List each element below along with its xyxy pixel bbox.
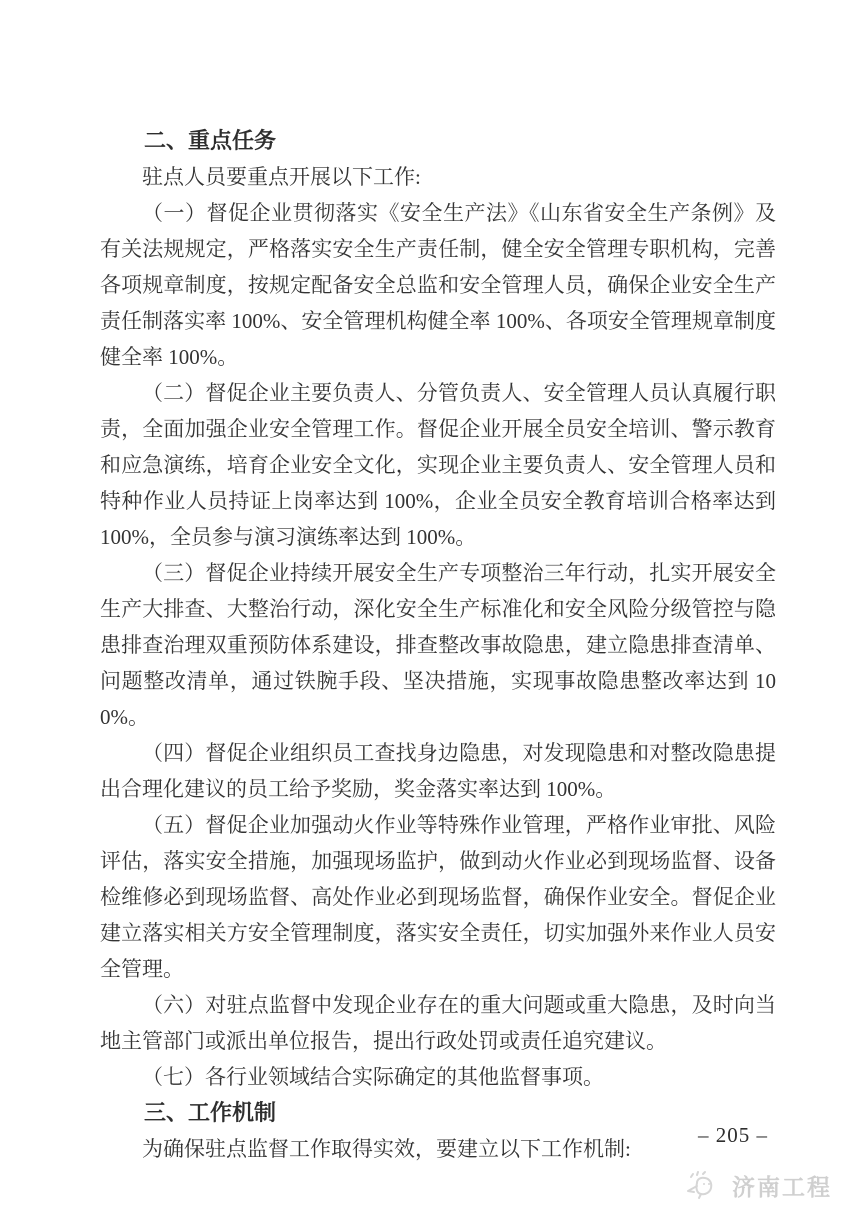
section-heading-work-mechanism: 三、工作机制 (144, 1100, 277, 1125)
task-item-1: （一）督促企业贯彻落实《安全生产法》《山东省安全生产条例》及有关法规规定，严格落实安全生产责任制，健全安全管理专职机构，完善各项规章制度，按规定配备安全总监和安全管理人员，确保企业安全生产责任制落实率 100%、安全管理机构健全率 100%、各项安全管理规章制度健全率 100%。 (100, 201, 776, 369)
page-number: – 205 – (698, 1123, 768, 1147)
task-item-7: （七）各行业领域结合实际确定的其他监督事项。 (142, 1065, 604, 1089)
watermark-text: 济南工程 (732, 1174, 832, 1200)
megaphone-icon (684, 1170, 724, 1204)
watermark (684, 1170, 832, 1204)
task-item-2: （二）督促企业主要负责人、分管负责人、安全管理人员认真履行职责，全面加强企业安全管理工作。督促企业开展全员安全培训、警示教育和应急演练，培育企业安全文化，实现企业主要负责人、安全管理人员和特种作业人员持证上岗率达到 100%，企业全员安全教育培训合格率达到 100%，全员参与演习演练率达到 100%。 (100, 381, 776, 549)
section-heading-key-tasks: 二、重点任务 (144, 128, 277, 153)
task-item-4: （四）督促企业组织员工查找身边隐患，对发现隐患和对整改隐患提出合理化建议的员工给予奖励，奖金落实率达到 100%。 (100, 741, 776, 801)
intro-line: 驻点人员要重点开展以下工作: (142, 165, 421, 189)
task-item-5: （五）督促企业加强动火作业等特殊作业管理，严格作业审批、风险评估，落实安全措施，加强现场监护，做到动火作业必到现场监督、设备检维修必到现场监督、高处作业必到现场监督，确保作业安全。督促企业建立落实相关方安全管理制度，落实安全责任，切实加强外来作业人员安全管理。 (100, 813, 776, 981)
task-item-6: （六）对驻点监督中发现企业存在的重大问题或重大隐患，及时向当地主管部门或派出单位报告，提出行政处罚或责任追究建议。 (100, 993, 776, 1053)
closing-line: 为确保驻点监督工作取得实效，要建立以下工作机制: (142, 1137, 631, 1161)
task-item-3: （三）督促企业持续开展安全生产专项整治三年行动，扎实开展安全生产大排查、大整治行动，深化安全生产标准化和安全风险分级管控与隐患排查治理双重预防体系建设，排查整改事故隐患，建立隐患排查清单、问题整改清单，通过铁腕手段、坚决措施，实现事故隐患整改率达到 100%。 (100, 561, 776, 729)
document-body (100, 123, 776, 1167)
